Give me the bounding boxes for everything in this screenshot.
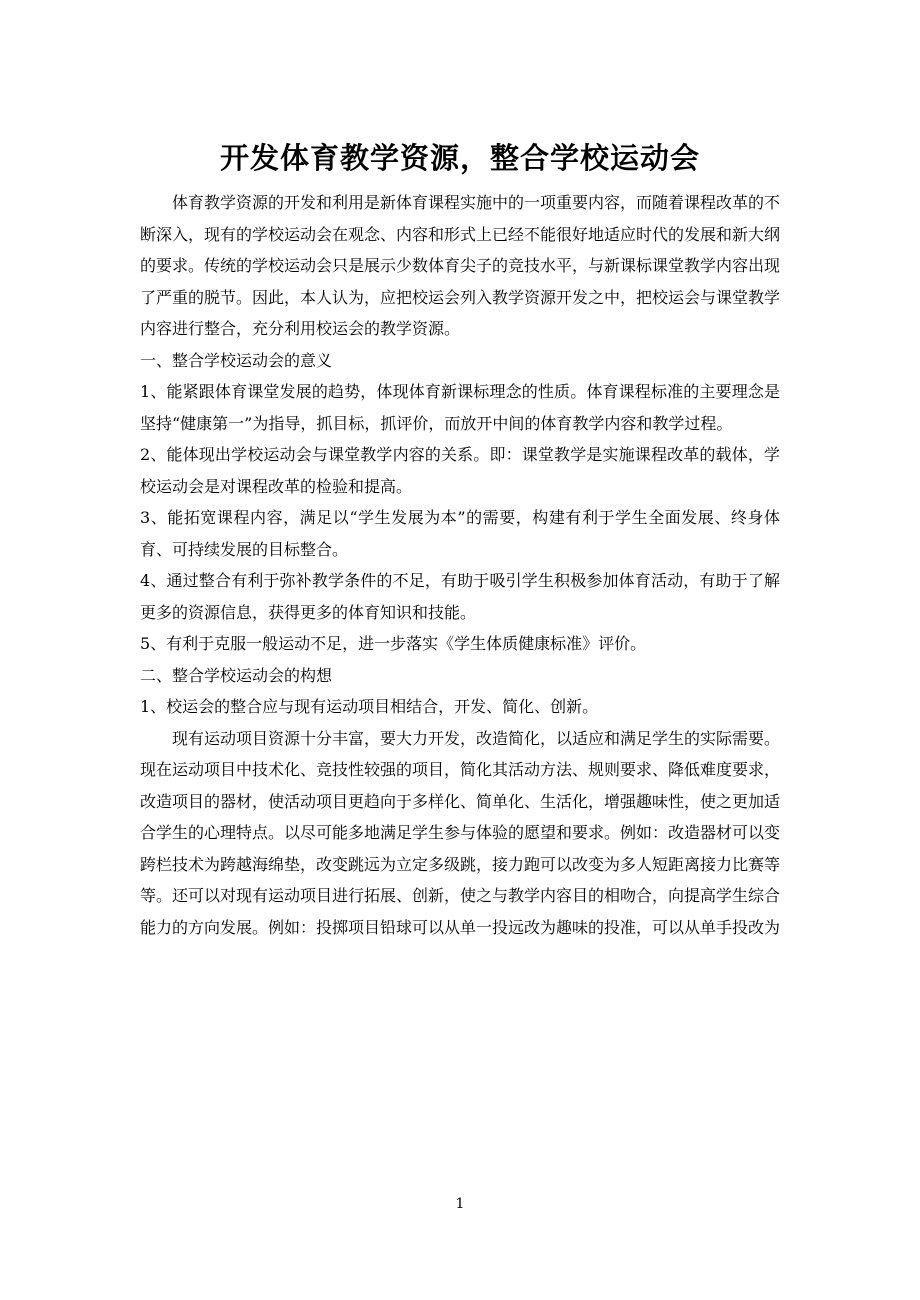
body-paragraph: 现有运动项目资源十分丰富，要大力开发，改造简化，以适应和满足学生的实际需要。现在运动项目中技术化、竞技性较强的项目，简化其活动方法、规则要求、降低难度要求，改造项目的器材，使活动项目更趋向于多样化、简单化、生活化，增强趣味性，使之更加适合学生的心理特点。以尽可能多地满足学生参与体验的愿望和要求。例如：改造器材可以变跨栏技术为跨越海绵垫，改变跳远为立定多级跳，接力跑可以改变为多人短距离接力比赛等等。还可以对现有运动项目进行拓展、创新，使之与教学内容目的相吻合，向提高学生综合能力的方向发展。例如：投掷项目铅球可以从单一投远改为趣味的投准，可以从单手投改为: [140, 728, 781, 937]
document-title: 开发体育教学资源，整合学校运动会: [219, 141, 700, 175]
list-item: 4、通过整合有利于弥补教学条件的不足，有助于吸引学生积极参加体育活动，有助于了解更多的资源信息，获得更多的体育知识和技能。: [140, 571, 780, 622]
list-item: 1、校运会的整合应与现有运动项目相结合，开发、简化、创新。: [140, 697, 599, 716]
intro-paragraph: 体育教学资源的开发和利用是新体育课程实施中的一项重要内容，而随着课程改革的不断深入，现有的学校运动会在观念、内容和形式上已经不能很好地适应时代的发展和新大纲的要求。传统的学校运动会只是展示少数体育尖子的竞技水平，与新课标课堂教学内容出现了严重的脱节。因此，本人认为，应把校运会列入教学资源开发之中，把校运会与课堂教学内容进行整合，充分利用校运会的教学资源。: [140, 193, 781, 338]
list-item: 1、能紧跟体育课堂发展的趋势，体现体育新课标理念的性质。体育课程标准的主要理念是坚持“健康第一”为指导，抓目标，抓评价，而放开中间的体育教学内容和教学过程。: [140, 382, 780, 433]
page-number: 1: [455, 1196, 465, 1212]
section-heading-1: 一、整合学校运动会的意义: [140, 350, 333, 370]
section-heading-2: 二、整合学校运动会的构想: [140, 665, 333, 685]
list-item: 3、能拓宽课程内容，满足以“学生发展为本”的需要，构建有利于学生全面发展、终身体育、可持续发展的目标整合。: [140, 508, 780, 559]
list-item: 2、能体现出学校运动会与课堂教学内容的关系。即：课堂教学是实施课程改革的载体，学校运动会是对课程改革的检验和提高。: [140, 445, 780, 496]
list-item: 5、有利于克服一般运动不足，进一步落实《学生体质健康标准》评价。: [140, 634, 647, 653]
document-body: [140, 187, 780, 943]
